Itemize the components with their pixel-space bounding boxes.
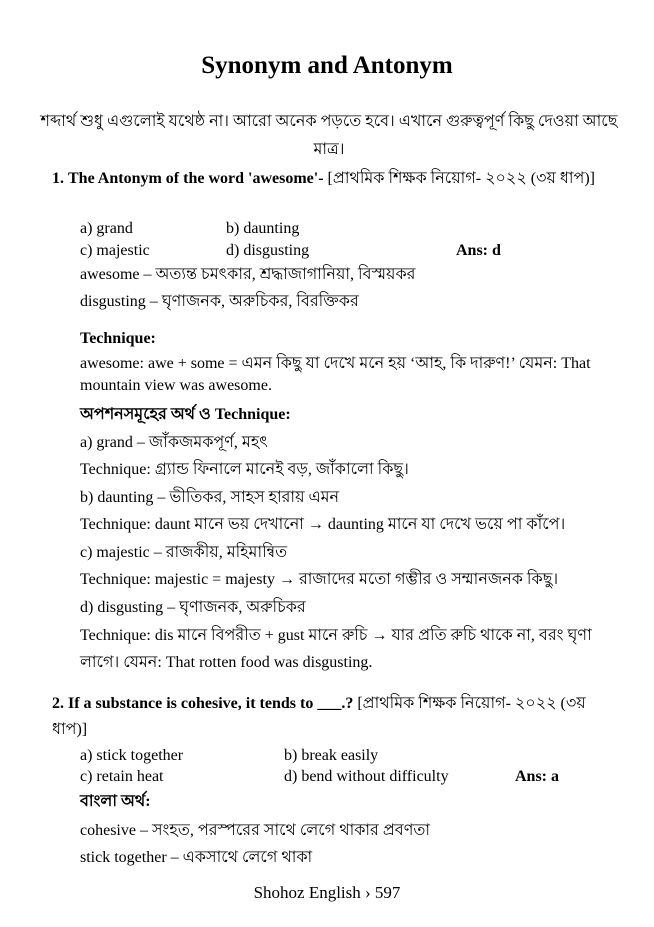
q1-technique-text: awesome: awe + some = এমন কিছু যা দেখে মনে হয় ‘আহ, কি দারুণ!’ যেমন: That mountain view was awesome. bbox=[80, 355, 591, 394]
question-2 bbox=[52, 691, 612, 743]
q2-meaning-stick-together: stick together – একসাথে লেগে থাকা bbox=[80, 849, 313, 866]
question-1-number: 1. bbox=[52, 170, 64, 187]
page-title: Synonym and Antonym bbox=[201, 52, 453, 79]
q1-option-b: b) daunting bbox=[226, 220, 300, 237]
q1-detail-daunting: b) daunting – ভীতিকর, সাহস হারায় এমন bbox=[80, 489, 340, 506]
question-1-source: [প্রাথমিক শিক্ষক নিয়োগ- ২০২২ (৩য় ধাপ)] bbox=[327, 170, 596, 187]
q2-meaning-heading: বাংলা অর্থ: bbox=[80, 793, 151, 810]
question-1 bbox=[52, 166, 612, 192]
question-2-text: If a substance is cohesive, it tends to ___.? bbox=[68, 695, 354, 712]
q1-detail-disgusting-technique: Technique: dis মানে বিপরীত + gust মানে রুচি → যার প্রতি রুচি থাকে না, বরং ঘৃণা লাগে। যেমন: That rotten food was disgusting. bbox=[80, 627, 592, 671]
q2-option-a: a) stick together bbox=[80, 747, 184, 764]
q1-meaning-awesome: awesome – অত্যন্ত চমৎকার, শ্রদ্ধাজাগানিয়া, বিস্ময়কর bbox=[80, 266, 416, 283]
q1-detail-majestic: c) majestic – রাজকীয়, মহিমান্বিত bbox=[80, 544, 288, 561]
q1-technique-heading: Technique: bbox=[80, 330, 156, 347]
q1-detail-grand-technique: Technique: গ্র্যান্ড ফিনালে মানেই বড়, জাঁকালো কিছু। bbox=[80, 461, 409, 478]
q1-detail-grand: a) grand – জাঁকজমকপূর্ণ, মহৎ bbox=[80, 434, 268, 451]
q1-detail-majestic-technique: Technique: majestic = majesty → রাজাদের মতো গম্ভীর ও সম্মানজনক কিছু। bbox=[80, 571, 559, 588]
q2-option-b: b) break easily bbox=[284, 747, 379, 764]
question-2-source: [প্রাথমিক শিক্ষক নিয়োগ- ২০২২ (৩য় ধাপ)] bbox=[52, 695, 586, 738]
intro-note: শব্দার্থ শুধু এগুলোই যথেষ্ঠ না। আরো অনেক পড়তে হবে। এখানে গুরুত্বপূর্ণ কিছু দেওয়া আছে মাত্র। bbox=[40, 113, 618, 158]
q2-option-d: d) bend without difficulty bbox=[284, 768, 449, 785]
q2-answer: Ans: a bbox=[515, 768, 560, 785]
q1-option-a: a) grand bbox=[80, 220, 133, 237]
page-footer: Shohoz English › 597 bbox=[253, 883, 401, 902]
q1-options-heading: অপশনসমূহের অর্থ ও Technique: bbox=[80, 406, 291, 423]
question-1-text: The Antonym of the word 'awesome'- bbox=[68, 170, 324, 187]
q1-detail-daunting-technique: Technique: daunt মানে ভয় দেখানো → daunting মানে যা দেখে ভয়ে পা কাঁপে। bbox=[80, 516, 566, 533]
q2-option-c: c) retain heat bbox=[80, 768, 164, 785]
q2-meaning-cohesive: cohesive – সংহত, পরস্পরের সাথে লেগে থাকার প্রবণতা bbox=[80, 822, 431, 839]
q1-option-d: d) disgusting bbox=[226, 242, 310, 259]
q1-option-c: c) majestic bbox=[80, 242, 150, 259]
q1-answer: Ans: d bbox=[456, 242, 501, 259]
q1-meaning-disgusting: disgusting – ঘৃণাজনক, অরুচিকর, বিরক্তিকর bbox=[80, 293, 359, 310]
q1-detail-disgusting: d) disgusting – ঘৃণাজনক, অরুচিকর bbox=[80, 599, 306, 616]
question-2-number: 2. bbox=[52, 695, 64, 712]
